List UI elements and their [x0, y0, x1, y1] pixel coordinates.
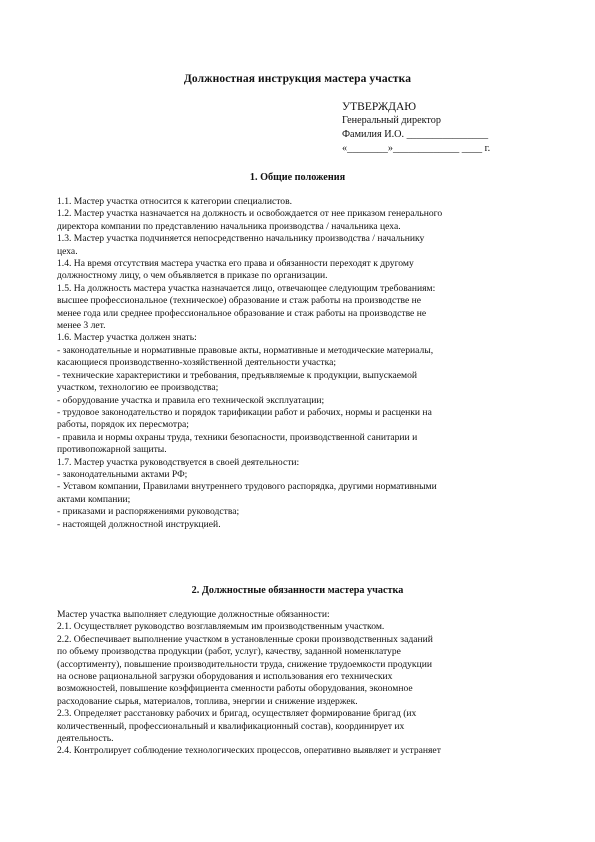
text-line: - приказами и распоряжениями руководства; [57, 506, 240, 518]
text-line: - законодательные и нормативные правовые акты, нормативные и методические материалы, [57, 344, 434, 356]
text-line: участком, технологию ее производства; [57, 382, 219, 394]
text-line: 2.2. Обеспечивает выполнение участком в установленные сроки производственных заданий [57, 633, 433, 645]
section-2-body [57, 609, 537, 758]
text-line: менее года или среднее профессиональное образование и стаж работы на производстве не [57, 307, 427, 319]
text-line: - правила и нормы охраны труда, техники безопасности, производственной санитарии и [57, 431, 418, 443]
text-line: менее 3 лет. [57, 320, 106, 332]
text-line: 1.5. На должность мастера участка назначается лицо, отвечающее следующим требованиям: [57, 282, 436, 294]
text-line: должностному лицу, о чем объявляется в приказе по организации. [57, 270, 328, 282]
section-1-body [57, 196, 537, 531]
text-line: 1.4. На время отсутствия мастера участка его права и обязанности переходят к другому [57, 258, 414, 270]
approval-block [342, 100, 542, 156]
text-line: актами компании; [57, 493, 131, 505]
text-line: 1.3. Мастер участка подчиняется непосредственно начальнику производства / начальнику [57, 233, 425, 245]
text-line: - настоящей должностной инструкцией. [57, 518, 221, 530]
text-line: противопожарной защиты. [57, 444, 167, 456]
text-line: - законодательными актами РФ; [57, 468, 188, 480]
text-line: на основе рациональной загрузки оборудования и использования его технических [57, 671, 393, 683]
text-line: деятельность. [57, 733, 114, 745]
text-line: 1.2. Мастер участка назначается на должность и освобождается от нее приказом генерального [57, 208, 443, 220]
text-line: 1.1. Мастер участка относится к категории специалистов. [57, 196, 293, 207]
text-line: - Уставом компании, Правилами внутреннего трудового распорядка, другими нормативными [57, 481, 437, 493]
text-line: (ассортименту), повышение производительности труда, снижение трудоемкости продукции [57, 658, 432, 670]
section-2-title: 2. Должностные обязанности мастера участка [191, 585, 404, 596]
text-line: количественный, профессиональный и квалификационный состав), координирует их [57, 720, 405, 732]
text-line: 2.1. Осуществляет руководство возглавляемым им производственным участком. [57, 621, 385, 633]
document-title: Должностная инструкция мастера участка [183, 73, 412, 85]
text-line: 1.6. Мастер участка должен знать: [57, 332, 197, 344]
approval-heading: УТВЕРЖДАЮ [342, 101, 417, 113]
text-line: высшее профессиональное (техническое) образование и стаж работы на производстве не [57, 295, 422, 307]
approval-name-line: Фамилия И.О. ________________ [342, 129, 489, 140]
text-line: по объему производства продукции (работ, услуг), качеству, заданной номенклатуре [57, 646, 401, 658]
text-line: работы, порядок их пересмотра; [57, 419, 189, 431]
text-line: расходование сырья, материалов, топлива, энергии и снижение издержек. [57, 695, 358, 707]
text-line: 2.3. Определяет расстановку рабочих и бригад, осуществляет формирование бригад (их [57, 708, 417, 720]
approval-position: Генеральный директор [342, 115, 441, 126]
text-line: директора компании по представлению начальника производства / начальника цеха. [57, 220, 401, 232]
text-line: - трудовое законодательство и порядок тарификации работ и рабочих, нормы и расценки на [57, 406, 432, 418]
text-line: возможностей, повышение коэффициента сменности работы оборудования, экономное [57, 683, 413, 695]
text-line: касающиеся производственно-хозяйственной деятельности участка; [57, 357, 337, 369]
section-1-title: 1. Общие положения [249, 172, 346, 183]
approval-date-line: «________»_____________ ____ г. [342, 143, 491, 154]
text-line: 1.7. Мастер участка руководствуется в своей деятельности: [57, 456, 300, 468]
text-line: цеха. [57, 245, 78, 257]
text-line: - технические характеристики и требования, предъявляемые к продукции, выпускаемой [57, 369, 418, 381]
text-line: - оборудование участка и правила его технической эксплуатации; [57, 394, 325, 406]
text-line: Мастер участка выполняет следующие должностные обязанности: [57, 609, 330, 620]
text-line: 2.4. Контролирует соблюдение технологических процессов, оперативно выявляет и устраняет [57, 745, 441, 757]
